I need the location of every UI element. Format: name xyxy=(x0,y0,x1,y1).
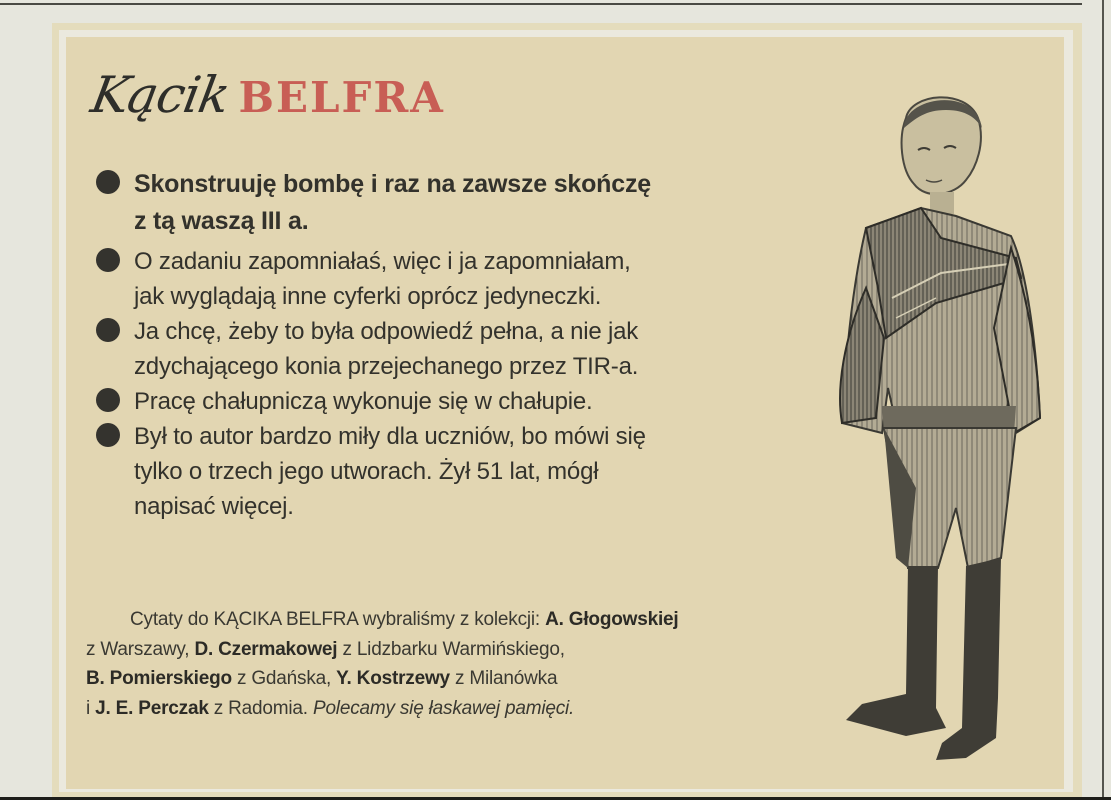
credits-text: z Gdańska, xyxy=(231,668,337,689)
quote-item xyxy=(96,419,836,524)
bullet-dot-icon xyxy=(96,248,120,272)
credits-line xyxy=(86,635,866,665)
credits-line xyxy=(86,694,866,724)
contributor-name: B. Pomierskiego xyxy=(86,668,232,689)
quote-line: Pracę chałupniczą wykonuje się w chałupie. xyxy=(134,388,593,415)
quote-item xyxy=(96,384,836,419)
credits-line xyxy=(86,605,866,635)
credits-text: z Lidzbarku Warmińskiego, xyxy=(337,638,565,660)
bullet-dot-icon xyxy=(96,318,120,342)
quote-line: napisać więcej. xyxy=(134,493,294,520)
quote-line: Był to autor bardzo miły dla uczniów, bo mówi się xyxy=(134,423,646,450)
boy-illustration xyxy=(826,88,1052,768)
credits-text: Cytaty do KĄCIKA BELFRA wybraliśmy z kolekcji: xyxy=(130,609,546,630)
quote-item xyxy=(96,244,836,314)
quote-item xyxy=(96,166,836,240)
quote-item xyxy=(96,314,836,384)
contributor-name: Y. Kostrzewy xyxy=(336,668,450,689)
credits-text: z Warszawy, xyxy=(86,638,195,660)
title-script-word: Kącik xyxy=(86,66,234,124)
contributor-name: A. Głogowskiej xyxy=(545,609,679,630)
title-accent-word: BELFRA xyxy=(238,73,445,122)
contributor-name: D. Czermakowej xyxy=(194,638,338,660)
quote-line: jak wyglądają inne cyferki oprócz jedyneczki. xyxy=(134,283,602,310)
credits-text: i xyxy=(86,697,96,719)
quote-line: O zadaniu zapomniałaś, więc i ja zapomniałam, xyxy=(134,248,631,275)
bullet-dot-icon xyxy=(96,423,120,447)
bullet-dot-icon xyxy=(96,388,120,412)
credits-line xyxy=(86,664,866,694)
contributor-name: J. E. Perczak xyxy=(95,697,209,719)
credits-text: z Radomia. xyxy=(208,697,313,719)
credits-text: z Milanówka xyxy=(449,668,558,689)
quote-line: z tą waszą III a. xyxy=(134,207,309,235)
quote-line: zdychającego konia przejechanego przez TIR-a. xyxy=(134,353,639,380)
bullet-dot-icon xyxy=(96,170,120,194)
page-rule-top xyxy=(0,3,1082,5)
credits-paragraph xyxy=(86,605,866,723)
page-rule-right xyxy=(1102,0,1104,800)
quote-line: tylko o trzech jego utworach. Żył 51 lat, mógł xyxy=(134,458,599,485)
column-title xyxy=(86,66,445,136)
quote-list xyxy=(96,166,836,524)
quote-line: Skonstruuję bombę i raz na zawsze skończę xyxy=(134,170,651,198)
quote-line: Ja chcę, żeby to była odpowiedź pełna, a nie jak xyxy=(134,318,639,345)
closing-remark: Polecamy się łaskawej pamięci. xyxy=(312,697,575,719)
